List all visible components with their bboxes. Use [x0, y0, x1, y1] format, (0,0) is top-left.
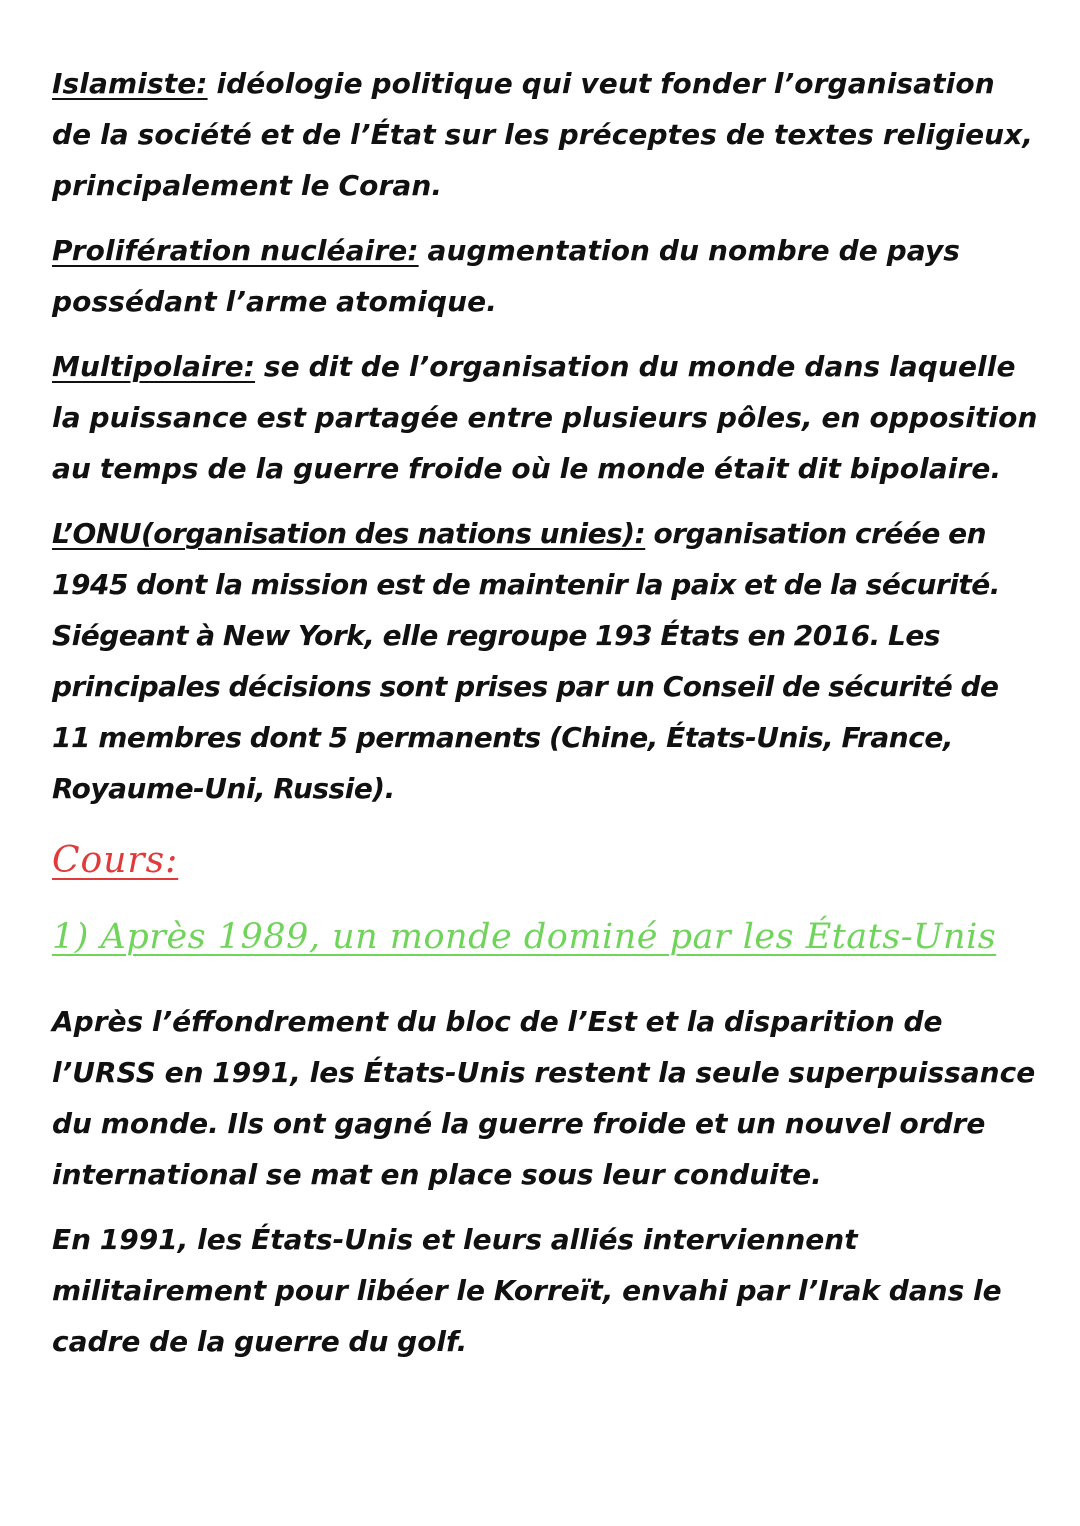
definition-islamiste [52, 58, 1042, 211]
section-heading: 1) Après 1989, un monde dominé par les États-Unis [52, 917, 997, 957]
document-page [52, 58, 1042, 1381]
definition-text: organisation créée en 1945 dont la mission est de maintenir la paix et de la sécurité. Siégeant à New York, elle regroupe 193 États en 2016. Les principales décisions sont prises par un Conseil de sécurité de 11 membres dont 5 permanents (Chine, États-Unis, France, Royaume-Uni, Russie). [52, 517, 1000, 805]
definition-text: augmentation du nombre de pays possédant l’arme atomique. [52, 234, 961, 318]
body-paragraph: Après l’éffondrement du bloc de l’Est et la disparition de l’URSS en 1991, les États-Unis restent la seule superpuissance du monde. Ils ont gagné la guerre froide et un nouvel ordre international se mat en place sous leur conduite. [52, 1005, 1036, 1191]
definition-term: Islamiste: [52, 67, 208, 100]
cours-heading: Cours: [52, 840, 179, 881]
definition-text: se dit de l’organisation du monde dans laquelle la puissance est partagée entre plusieurs pôles, en opposition au temps de la guerre froide où le monde était dit bipolaire. [52, 350, 1038, 485]
body-paragraph: En 1991, les États-Unis et leurs alliés interviennent militairement pour libéer le Korreït, envahi par l’Irak dans le cadre de la guerre du golf. [52, 1223, 1002, 1358]
definition-term: L’ONU(organisation des nations unies): [52, 517, 646, 550]
definition-onu [52, 508, 1042, 814]
definition-term: Prolifération nucléaire: [52, 234, 419, 267]
definition-text: idéologie politique qui veut fonder l’organisation de la société et de l’État sur les préceptes de textes religieux, principalement le Coran. [52, 67, 1034, 202]
definition-term: Multipolaire: [52, 350, 256, 383]
definition-proliferation-nucleaire [52, 225, 1042, 327]
definition-multipolaire [52, 341, 1042, 494]
